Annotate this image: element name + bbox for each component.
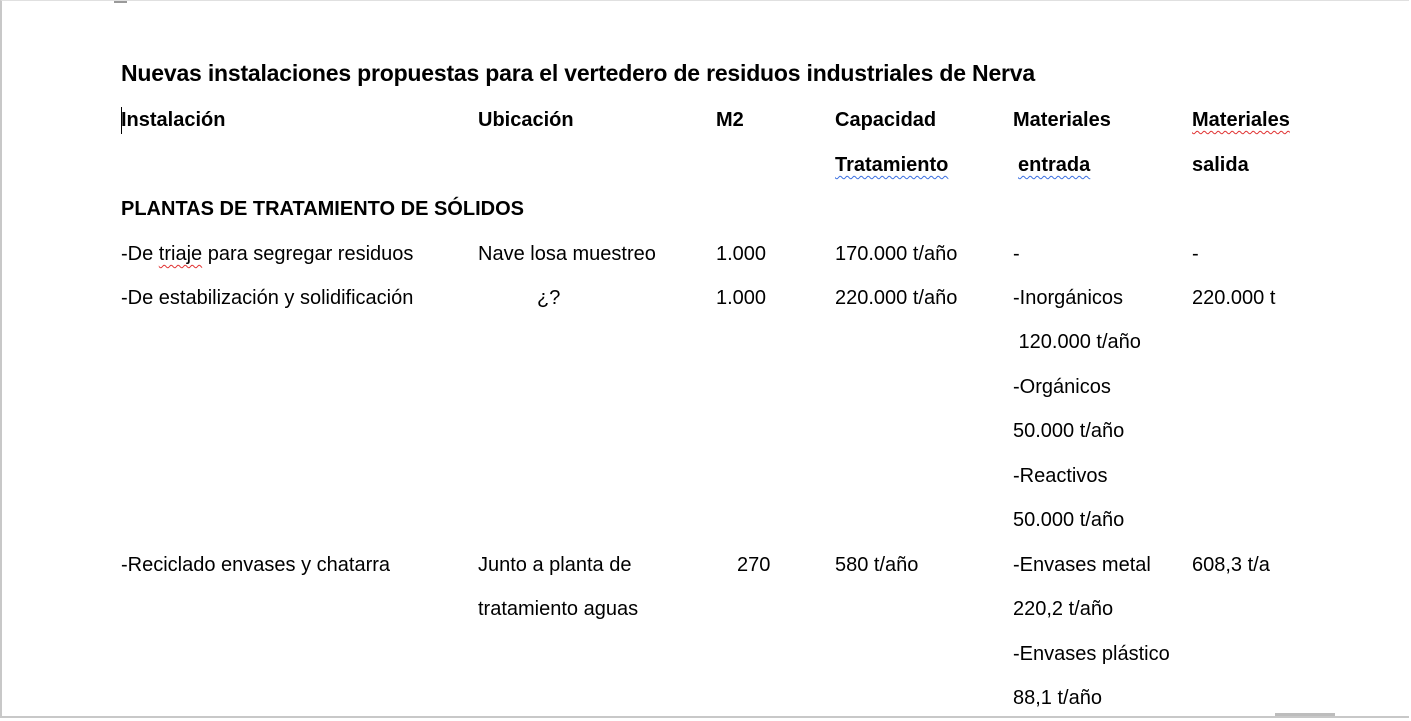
header-tratamiento-text: Tratamiento bbox=[835, 154, 949, 176]
row-1-instalacion-pre: -De bbox=[121, 243, 159, 265]
row-2-m2: 1.000 bbox=[716, 287, 767, 309]
row-1-entrada: - bbox=[1013, 243, 1020, 265]
row-2-instalacion: -De estabilización y solidificación bbox=[121, 287, 414, 309]
header-entrada-text: entrada bbox=[1018, 154, 1091, 176]
section-heading: PLANTAS DE TRATAMIENTO DE SÓLIDOS bbox=[121, 198, 524, 220]
row-1-instalacion-post: para segregar residuos bbox=[202, 243, 414, 265]
header-salida: salida bbox=[1192, 154, 1249, 176]
header-ubicacion: Ubicación bbox=[478, 109, 574, 131]
row-3-instalacion: -Reciclado envases y chatarra bbox=[121, 554, 391, 576]
row-2-entrada-line: 50.000 t/año bbox=[1013, 509, 1125, 531]
header-capacidad: Capacidad bbox=[835, 109, 937, 131]
row-3-entrada-line: -Envases metal bbox=[1013, 554, 1151, 576]
row-1-instalacion-misspelled: triaje bbox=[158, 243, 203, 265]
row-2-salida: 220.000 t bbox=[1192, 287, 1276, 309]
row-3-m2: 270 bbox=[737, 554, 771, 576]
horizontal-scrollbar-thumb[interactable] bbox=[1275, 713, 1335, 716]
row-2-entrada-line: -Inorgánicos bbox=[1013, 287, 1124, 309]
row-2-entrada-line: -Reactivos bbox=[1013, 465, 1108, 487]
row-1-instalacion bbox=[121, 241, 413, 267]
document-title: Nuevas instalaciones propuestas para el vertedero de residuos industriales de Nerva bbox=[121, 60, 1035, 86]
row-3-entrada-line: 88,1 t/año bbox=[1013, 687, 1102, 709]
row-2-capacidad: 220.000 t/año bbox=[835, 287, 958, 309]
row-1-ubicacion: Nave losa muestreo bbox=[478, 243, 656, 265]
header-entrada bbox=[1018, 152, 1090, 178]
header-materiales-entrada: Materiales bbox=[1013, 109, 1111, 131]
row-2-ubicacion: ¿? bbox=[537, 287, 561, 309]
row-3-entrada-line: 220,2 t/año bbox=[1013, 598, 1114, 620]
ruler-tab-marker bbox=[114, 1, 127, 3]
row-1-m2: 1.000 bbox=[716, 243, 767, 265]
row-1-salida: - bbox=[1192, 243, 1199, 265]
row-3-capacidad: 580 t/año bbox=[835, 554, 919, 576]
row-1-capacidad: 170.000 t/año bbox=[835, 243, 958, 265]
header-materiales-salida bbox=[1192, 107, 1290, 133]
row-3-salida: 608,3 t/a bbox=[1192, 554, 1270, 576]
row-3-ubicacion-line: Junto a planta de bbox=[478, 554, 632, 576]
row-2-entrada-line: -Orgánicos bbox=[1013, 376, 1111, 398]
row-3-ubicacion-line: tratamiento aguas bbox=[478, 598, 639, 620]
header-instalacion: Instalación bbox=[121, 109, 226, 131]
header-m2: M2 bbox=[716, 109, 744, 131]
row-3-entrada-line: -Envases plástico bbox=[1013, 643, 1170, 665]
row-2-entrada-line: 50.000 t/año bbox=[1013, 420, 1125, 442]
header-materiales-salida-text: Materiales bbox=[1192, 109, 1290, 131]
row-2-entrada-line: 120.000 t/año bbox=[1013, 331, 1141, 353]
